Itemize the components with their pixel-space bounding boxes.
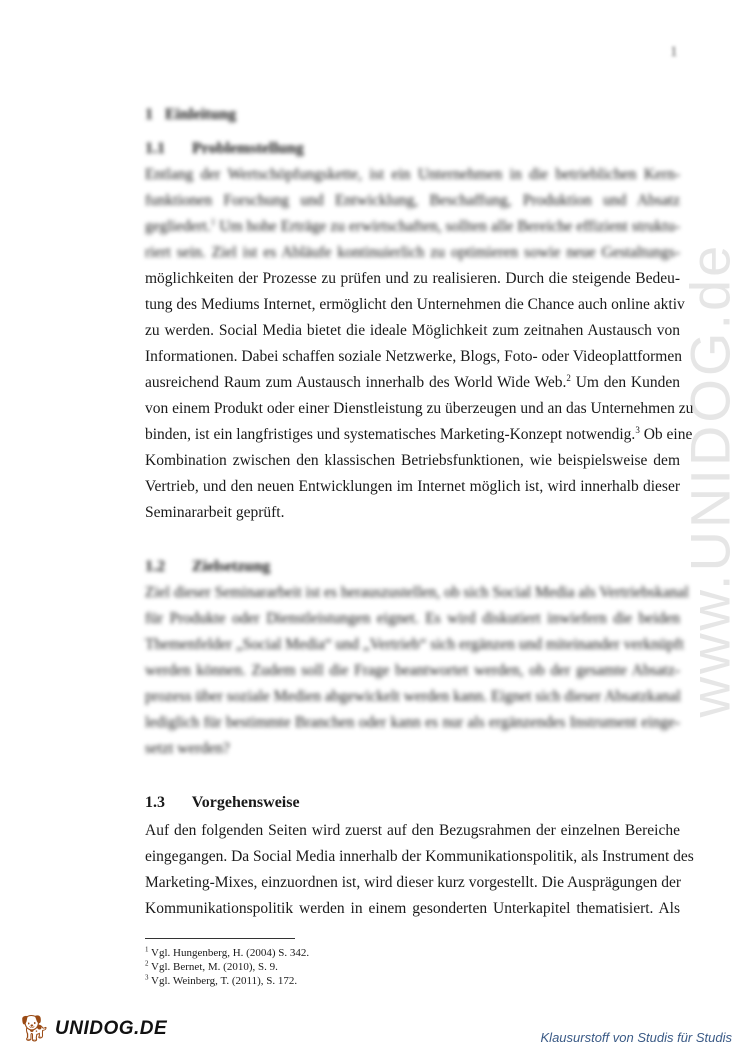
text-line: setzt werden? [145, 740, 230, 757]
text-line [145, 422, 693, 448]
text-span: gegliedert. [145, 218, 211, 235]
section-number: 1.1 [145, 140, 165, 157]
footnote-divider [145, 938, 295, 939]
text-line: funktionen Forschung und Entwicklung, Beschaffung, Produktion und Absatz [145, 192, 680, 209]
unidog-logo[interactable] [18, 1014, 167, 1044]
text-line: tung des Mediums Internet, ermöglicht den Unternehmen die Chance auch online aktiv [145, 296, 685, 313]
text-span: Um den Kunden [570, 374, 681, 391]
slogan: Klausurstoff von Studis für Studis [540, 1030, 732, 1045]
chapter-number: 1 [145, 106, 153, 123]
footnote [145, 974, 309, 988]
footnote-number: 1 [145, 945, 149, 954]
text-line: Kommunikationspolitik werden in einem gesonderten Unterkapitel thematisiert. Als [145, 900, 680, 917]
section-heading-1-2 [145, 558, 270, 576]
text-line [145, 370, 680, 396]
text-line: prozess über soziale Medien abgewickelt werden kann. Eignet sich dieser Absatzkanal [145, 688, 681, 705]
footnote [145, 946, 309, 960]
text-line: Seminararbeit geprüft. [145, 504, 285, 521]
footnote-ref: 1 [210, 216, 216, 227]
text-span: Ob eine [639, 426, 693, 443]
text-line: Auf den folgenden Seiten wird zuerst auf den Bezugsrahmen der einzelnen Bereiche [145, 822, 680, 839]
text-span: Um hohe Erträge zu erwirtschaften, sollten alle Bereiche effizient struktu- [219, 218, 680, 235]
text-line: für Produkte oder Dienstleistungen eignet. Es wird diskutiert inwiefern die beiden [145, 610, 680, 627]
paragraph-problemstellung [145, 162, 694, 526]
paragraph-vorgehensweise [145, 818, 694, 922]
text-line: riert sein. Ziel ist es Abläufe kontinuierlich zu optimieren sowie neue Gestaltungs- [145, 244, 680, 261]
section-title: Problemstellung [192, 140, 304, 157]
page-number: 1 [670, 44, 678, 60]
logo-text: UNIDOG.DE [55, 1018, 168, 1039]
section-heading-1-3 [145, 794, 300, 812]
section-number: 1.2 [145, 558, 165, 575]
text-span: binden, ist ein langfristiges und systematisches Marketing-Konzept notwendig. [145, 426, 636, 443]
section-title: Zielsetzung [192, 558, 271, 575]
section-number: 1.3 [145, 794, 165, 811]
text-line: möglichkeiten der Prozesse zu prüfen und zu realisieren. Durch die steigende Bedeu- [145, 270, 680, 287]
text-line: Marketing-Mixes, einzuordnen ist, wird dieser kurz vorgestellt. Die Ausprägungen der [145, 874, 682, 891]
text-line: werden können. Zudem soll die Frage beantwortet werden, ob der gesamte Absatz- [145, 662, 680, 679]
text-span: ausreichend Raum zum Austausch innerhalb des World Wide Web. [145, 374, 567, 391]
dog-icon: 🐕︎ [18, 1014, 52, 1043]
footnote-ref: 3 [635, 424, 640, 435]
text-line [145, 214, 680, 240]
section-heading-1-1 [145, 140, 304, 158]
footnote [145, 960, 309, 974]
text-line: von einem Produkt oder einer Dienstleistung zu überzeugen und an das Unternehmen zu [145, 400, 694, 417]
text-line: Kombination zwischen den klassischen Betriebsfunktionen, wie beispielsweise dem [145, 452, 680, 469]
chapter-heading [145, 106, 236, 124]
text-line: Themenfelder „Social Media“ und „Vertrieb“ sich ergänzen und miteinander verknüpft [145, 636, 684, 653]
text-line: Vertrieb, und den neuen Entwicklungen im Internet möglich ist, wird innerhalb dieser [145, 478, 680, 495]
text-line: zu werden. Social Media bietet die ideale Möglichkeit zum zeitnahen Austausch von [145, 322, 680, 339]
text-line: eingegangen. Da Social Media innerhalb der Kommunikationspolitik, als Instrument des [145, 848, 694, 865]
text-line: Informationen. Dabei schaffen soziale Netzwerke, Blogs, Foto- oder Videoplattformen [145, 348, 682, 365]
footnote-text: Vgl. Weinberg, T. (2011), S. 172. [148, 975, 298, 987]
chapter-title: Einleitung [165, 106, 237, 123]
footnotes [145, 946, 309, 988]
footnote-number: 3 [145, 973, 149, 982]
watermark: www.UNIDOG.de [678, 242, 742, 718]
footnote-number: 2 [145, 959, 149, 968]
text-line: lediglich für bestimmte Branchen oder kann es nur als ergänzendes Instrument einge- [145, 714, 680, 731]
text-line: Entlang der Wertschöpfungskette, ist ein Unternehmen in die betrieblichen Kern- [145, 166, 680, 183]
section-title: Vorgehensweise [191, 794, 300, 811]
footnote-text: Vgl. Bernet, M. (2010), S. 9. [148, 961, 278, 973]
footnote-ref: 2 [566, 372, 571, 383]
paragraph-zielsetzung [145, 580, 689, 762]
text-line: Ziel dieser Seminararbeit ist es herauszustellen, ob sich Social Media als Vertriebskanal [145, 584, 689, 601]
footnote-text: Vgl. Hungenberg, H. (2004) S. 342. [148, 947, 310, 959]
